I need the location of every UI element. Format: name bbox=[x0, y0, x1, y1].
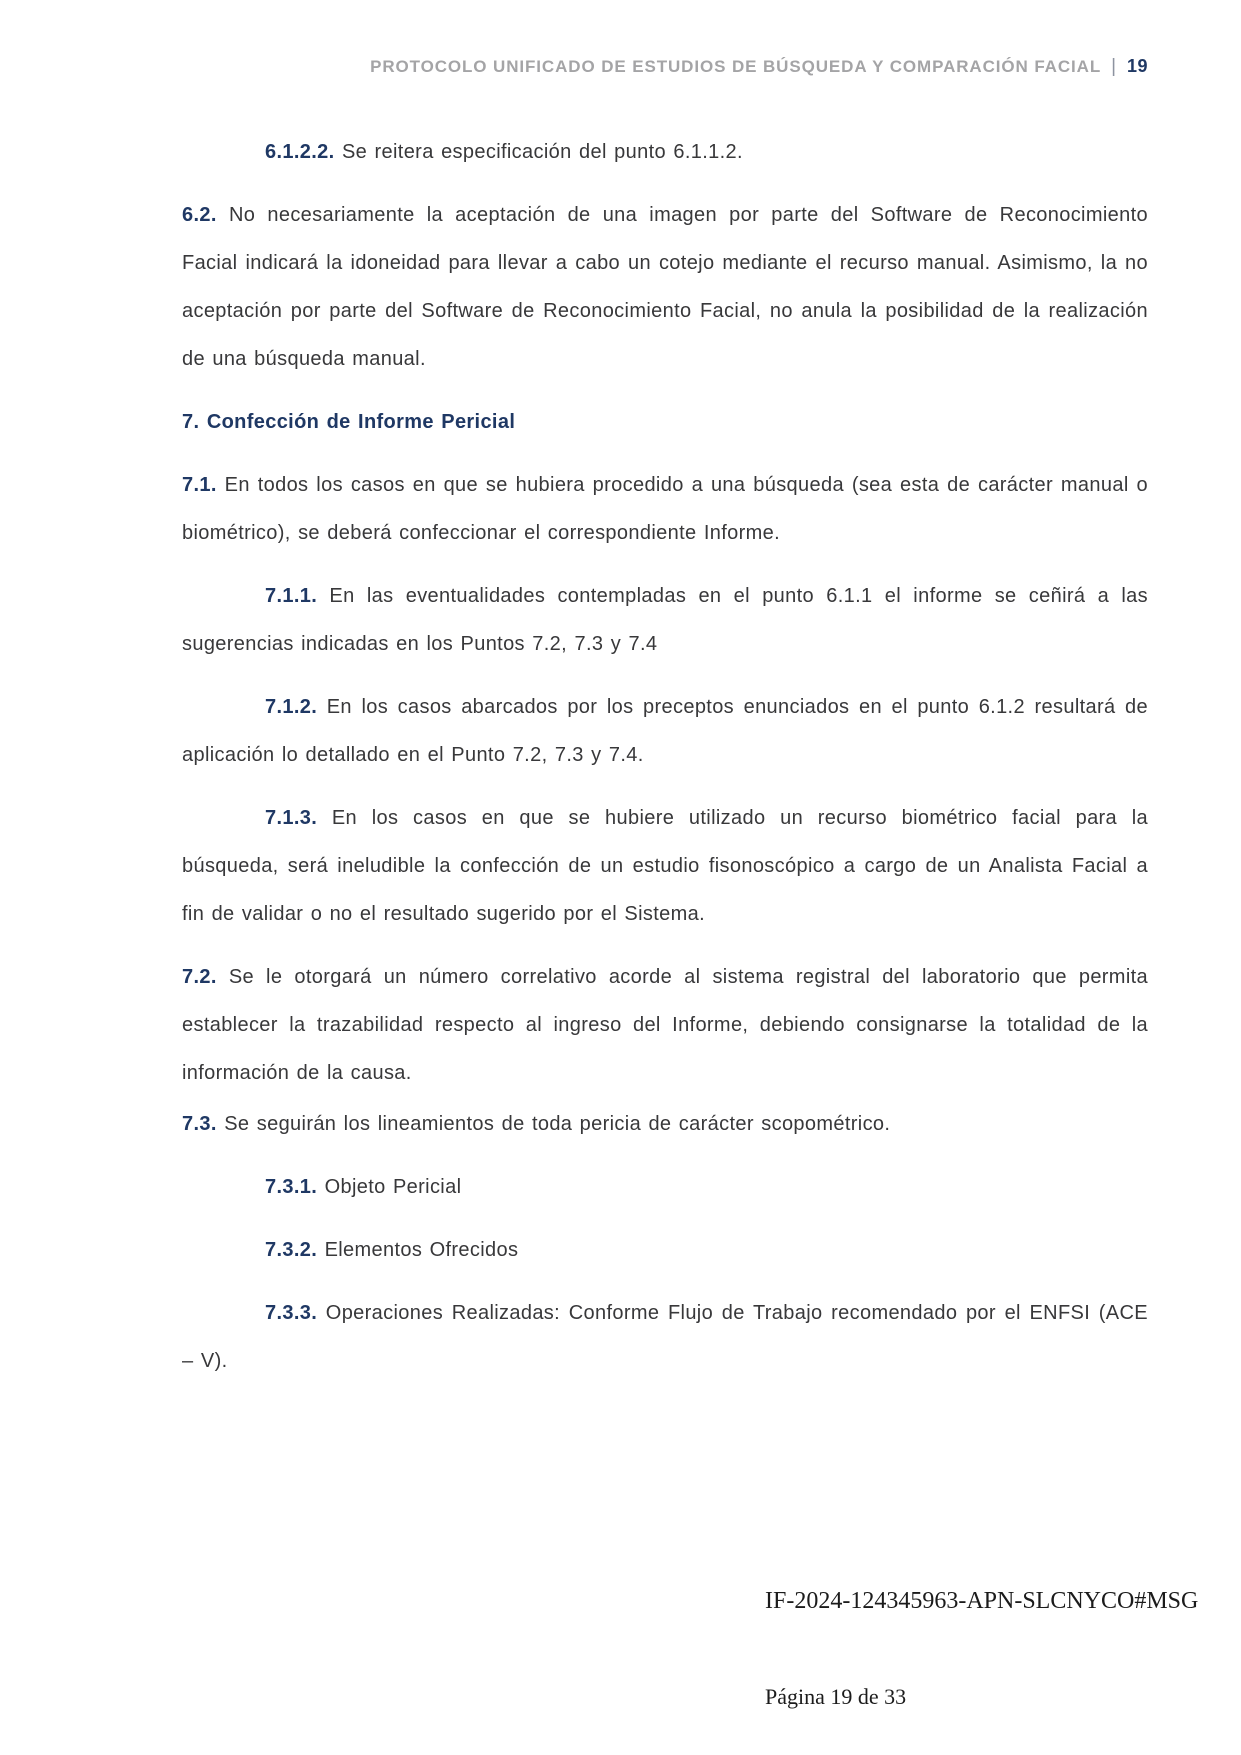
section-number: 7.3. bbox=[182, 1113, 217, 1135]
paragraph-text: No necesariamente la aceptación de una imagen por parte del Software de Reconocimiento Facial indicará la idoneidad para llevar a cabo un cotejo mediante el recurso manual. Asimismo, la no aceptación por parte del Software de Reconocimiento Facial, no anula la posibilidad de la realización de una búsqueda manual. bbox=[182, 204, 1148, 370]
paragraph bbox=[182, 683, 1148, 779]
paragraph bbox=[182, 128, 1148, 176]
paragraph-text: En todos los casos en que se hubiera procedido a una búsqueda (sea esta de carácter manual o biométrico), se deberá confeccionar el correspondiente Informe. bbox=[182, 474, 1148, 544]
paragraph bbox=[182, 794, 1148, 938]
paragraph bbox=[182, 191, 1148, 383]
paragraph bbox=[182, 953, 1148, 1097]
paragraph-text: Se seguirán los lineamientos de toda pericia de carácter scopométrico. bbox=[224, 1113, 891, 1135]
paragraph-text: Confección de Informe Pericial bbox=[206, 411, 516, 433]
paragraph bbox=[182, 1163, 1148, 1211]
section-number: 7.1.2. bbox=[265, 696, 318, 718]
document-reference-number: IF-2024-124345963-APN-SLCNYCO#MSG bbox=[765, 1588, 1199, 1614]
paragraph-text: En las eventualidades contempladas en el punto 6.1.1 el informe se ceñirá a las sugerencias indicadas en los Puntos 7.2, 7.3 y 7.4 bbox=[182, 585, 1148, 655]
section-number: 7.3.3. bbox=[265, 1302, 318, 1324]
paragraph bbox=[182, 398, 1148, 446]
header-page-number: 19 bbox=[1126, 56, 1148, 76]
paragraph-text: En los casos abarcados por los preceptos enunciados en el punto 6.1.2 resultará de aplicación lo detallado en el Punto 7.2, 7.3 y 7.4. bbox=[182, 696, 1148, 766]
section-number: 7.3.2. bbox=[265, 1239, 318, 1261]
paragraph bbox=[182, 1226, 1148, 1274]
paragraph bbox=[182, 1100, 1148, 1148]
section-number: 7.1.1. bbox=[265, 585, 318, 607]
section-number: 7.1. bbox=[182, 474, 217, 496]
paragraph-text: Objeto Pericial bbox=[324, 1176, 462, 1198]
paragraph-text: Se reitera especificación del punto 6.1.1.2. bbox=[341, 141, 743, 163]
section-number: 7.3.1. bbox=[265, 1176, 318, 1198]
page-header bbox=[182, 0, 1148, 78]
paragraph bbox=[182, 1289, 1148, 1385]
paragraph-text: Se le otorgará un número correlativo acorde al sistema registral del laboratorio que permita establecer la trazabilidad respecto al ingreso del Informe, debiendo consignarse la totalidad de la información de la causa. bbox=[182, 966, 1148, 1084]
section-number: 6.2. bbox=[182, 204, 217, 226]
paragraph-text: Elementos Ofrecidos bbox=[324, 1239, 519, 1261]
section-number: 7.2. bbox=[182, 966, 217, 988]
page-number-footer: Página 19 de 33 bbox=[765, 1684, 907, 1709]
section-number: 7. bbox=[182, 411, 200, 433]
section-number: 6.1.2.2. bbox=[265, 141, 335, 163]
paragraph bbox=[182, 572, 1148, 668]
header-title: PROTOCOLO UNIFICADO DE ESTUDIOS DE BÚSQUEDA Y COMPARACIÓN FACIAL bbox=[370, 57, 1102, 76]
paragraph bbox=[182, 461, 1148, 557]
paragraph-text: Operaciones Realizadas: Conforme Flujo de Trabajo recomendado por el ENFSI (ACE – V). bbox=[182, 1302, 1148, 1372]
paragraph-text: En los casos en que se hubiere utilizado un recurso biométrico facial para la búsqueda, será ineludible la confección de un estudio fisonoscópico a cargo de un Analista Facial a fin de validar o no el resultado sugerido por el Sistema. bbox=[182, 807, 1148, 925]
document-body bbox=[182, 128, 1148, 1385]
header-separator: | bbox=[1111, 56, 1117, 77]
section-number: 7.1.3. bbox=[265, 807, 318, 829]
